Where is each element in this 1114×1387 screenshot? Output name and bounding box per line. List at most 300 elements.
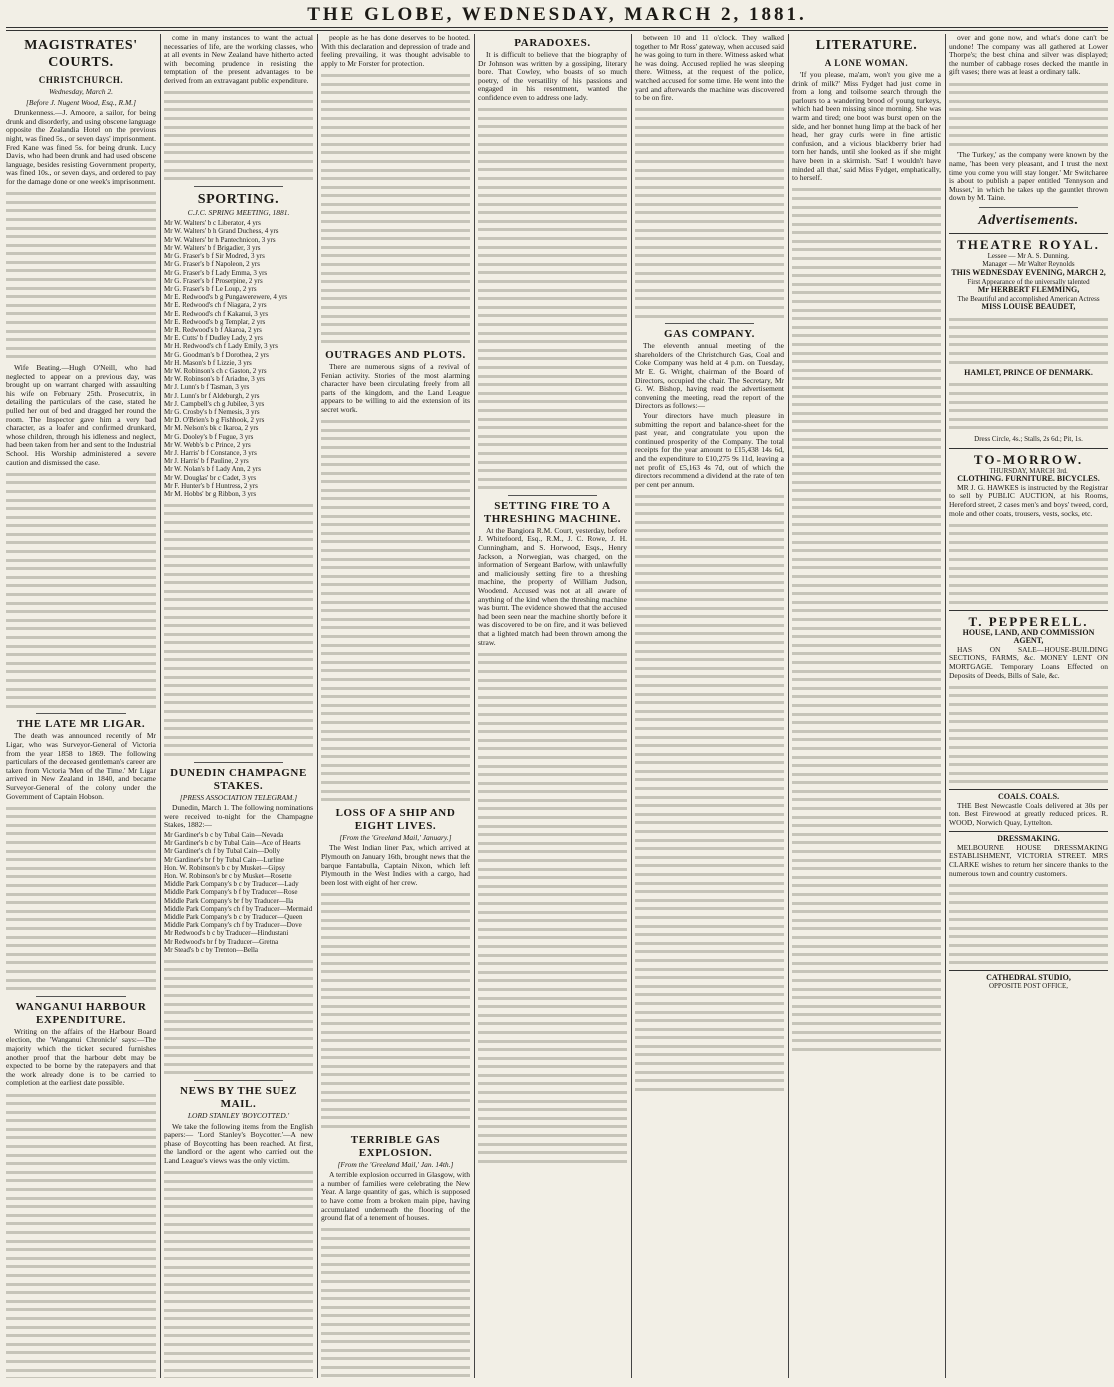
text-line [792, 352, 941, 355]
text-line [635, 1079, 784, 1082]
text-line [635, 108, 784, 111]
text-line [6, 355, 156, 358]
list-item: Mr H. Redwood's ch f Lady Emily, 3 yrs [164, 342, 278, 351]
text-line [635, 607, 784, 610]
text-line [635, 787, 784, 790]
text-line [321, 74, 470, 77]
text-line [792, 979, 941, 982]
text-line [635, 1088, 784, 1091]
text-line [321, 1323, 470, 1326]
text-line [164, 1317, 313, 1320]
text-line [949, 549, 1108, 552]
text-line [792, 420, 941, 423]
article-paragraph: It is difficult to believe that the biography of Dr Johnson was written by a gossiping, literary bore. That Cowley, who boasts of so much poetry, of the versatility of his passions and engaged in his resentment, wanted the confidence even to address one lady. [478, 50, 627, 102]
text-line [949, 944, 1108, 947]
article-paragraph: At the Bangiora R.M. Court, yesterday, before J. Whitefoord, Esq., R.M., J. C. Rowe, J. H. Cunningham, and S. Horwood, Esqs., Henry Jackson, a Norwegian, was charged, on the information of Sergeant Barlow, with unlawfully and maliciously setting fire to a threshing machine, the property of William Judson, Woodend. Accused was not at all aware of anything of the kind when the threshing machine was burnt. The evidence showed that the accused had been seen near the machine shortly before it was discovered to be on fire, and it was believed that a lighted match had been thrown among the straw. [478, 525, 627, 647]
text-line [792, 713, 941, 716]
text-line [949, 901, 1108, 904]
text-line [792, 223, 941, 226]
text-line [949, 100, 1108, 103]
text-block [478, 653, 627, 1163]
text-line [6, 295, 156, 298]
text-line [164, 650, 313, 653]
masthead-title: THE GLOBE, WEDNESDAY, MARCH 2, 1881. [307, 4, 807, 25]
text-line [635, 203, 784, 206]
text-line [478, 945, 627, 948]
text-line [321, 143, 470, 146]
text-line [635, 615, 784, 618]
text-line [321, 1263, 470, 1266]
text-line [949, 318, 1108, 321]
text-line [792, 962, 941, 965]
text-line [478, 478, 627, 481]
list-item: Mr M. Hobbs' br g Ribbon, 3 yrs [164, 489, 257, 498]
text-line [949, 892, 1108, 895]
text-line [478, 713, 627, 716]
list-item: Mr F. Hunter's b f Huntress, 2 yrs [164, 481, 258, 490]
section-divider [194, 186, 283, 187]
text-line [792, 747, 941, 750]
text-line [6, 584, 156, 587]
heading-advertisements: Advertisements. [978, 212, 1079, 228]
text-line [949, 686, 1108, 689]
heading-sporting: SPORTING. [197, 191, 280, 207]
text-line [478, 409, 627, 412]
text-line [164, 151, 313, 154]
text-line [635, 160, 784, 163]
advert-line: Lessee — Mr A. S. Dunning. [987, 251, 1070, 260]
text-line [792, 652, 941, 655]
text-line [478, 366, 627, 369]
text-line [949, 532, 1108, 535]
text-line [164, 994, 313, 997]
text-line [635, 718, 784, 721]
text-line [949, 884, 1108, 887]
text-line [478, 730, 627, 733]
text-line [6, 610, 156, 613]
text-line [321, 988, 470, 991]
text-line [321, 962, 470, 965]
text-line [6, 696, 156, 699]
text-line [635, 667, 784, 670]
text-line [321, 263, 470, 266]
text-line [6, 1162, 156, 1165]
text-line [164, 512, 313, 515]
text-line [949, 763, 1108, 766]
text-line [164, 658, 313, 661]
text-line [635, 246, 784, 249]
text-line [792, 214, 941, 217]
text-line [478, 911, 627, 914]
text-line [164, 1214, 313, 1217]
text-line [321, 306, 470, 309]
text-line [635, 126, 784, 129]
text-line [6, 481, 156, 484]
advert-line: MISS LOUISE BEAUDET, [981, 302, 1076, 312]
text-line [635, 727, 784, 730]
text-line [792, 412, 941, 415]
advert-title: T. PEPPERELL. [968, 613, 1089, 629]
text-line [6, 218, 156, 221]
text-line [478, 739, 627, 742]
text-line [321, 83, 470, 86]
text-line [478, 782, 627, 785]
advert-line: THURSDAY, MARCH 3rd. [989, 466, 1068, 475]
text-line [478, 919, 627, 922]
article-paragraph: people as he has done deserves to be hooted. With this declaration and depression of trade and feeling prevailing, it was thought advisable to apply to Mr Forster for protection. [321, 34, 470, 68]
advert-line: First Appearance of the universally talented [967, 277, 1090, 286]
text-line [6, 278, 156, 281]
article-paragraph: HAS ON SALE—HOUSE-BUILDING SECTIONS, FARMS, &c. MONEY LENT ON MORTGAGE. Temporary Loans Effected on Deposits of Deeds, Bills of Sale, &c. [949, 644, 1108, 680]
list-item: Mr R. Redwood's b f Akaroa, 2 yrs [164, 325, 262, 334]
text-line [321, 558, 470, 561]
text-line [321, 678, 470, 681]
advert-title: TO-MORROW. [973, 451, 1084, 467]
sub-heading: [From the 'Greeland Mail,' January.] [339, 832, 452, 842]
column-5 [635, 34, 784, 1378]
text-line [321, 1280, 470, 1283]
advert-title: THEATRE ROYAL. [957, 236, 1100, 252]
text-line [478, 1005, 627, 1008]
text-line [792, 429, 941, 432]
text-line [949, 134, 1108, 137]
text-line [792, 910, 941, 913]
text-line [321, 1254, 470, 1257]
text-line [6, 1111, 156, 1114]
text-line [164, 1171, 313, 1174]
text-line [635, 968, 784, 971]
text-line [6, 970, 156, 973]
text-line [949, 575, 1108, 578]
text-line [6, 304, 156, 307]
text-line [792, 893, 941, 896]
text-line [478, 696, 627, 699]
text-line [321, 996, 470, 999]
text-line [792, 197, 941, 200]
text-line [6, 1377, 156, 1378]
text-line [792, 927, 941, 930]
article-paragraph: A terrible explosion occurred in Glasgow, with a number of families were celebrating the New Year. A large quantity of gas, which is supposed to have come from a broken main pipe, having accumulated underneath the flooring of the ground flat of a tenement of houses. [321, 1170, 470, 1223]
text-line [478, 790, 627, 793]
text-line [635, 761, 784, 764]
text-line [321, 601, 470, 604]
dateline: Wednesday, March 2. [48, 87, 114, 96]
text-line [478, 1143, 627, 1146]
text-line [478, 1125, 627, 1128]
text-line [164, 1334, 313, 1337]
text-line [321, 272, 470, 275]
text-line [792, 1022, 941, 1025]
text-line [321, 927, 470, 930]
text-line [792, 206, 941, 209]
text-line [321, 480, 470, 483]
column-1 [6, 34, 156, 1378]
text-line [164, 1369, 313, 1372]
text-line [949, 712, 1108, 715]
text-line [478, 228, 627, 231]
text-line [478, 486, 627, 489]
text-line [6, 688, 156, 691]
text-line [164, 581, 313, 584]
text-line [949, 755, 1108, 758]
text-line [321, 575, 470, 578]
text-line [164, 169, 313, 172]
text-line [164, 727, 313, 730]
text-line [635, 701, 784, 704]
heading-wanganui-harbour: WANGANUI HARBOUR EXPENDITURE. [15, 1000, 147, 1026]
text-line [792, 953, 941, 956]
section-divider [665, 323, 754, 324]
text-line [635, 684, 784, 687]
list-item: Mr Gardiner's b c by Tubal Cain—Ace of Hearts [164, 839, 301, 848]
text-line [164, 547, 313, 550]
text-line [6, 1369, 156, 1372]
text-line [949, 326, 1108, 329]
text-line [478, 323, 627, 326]
heading-a-lone-woman: A LONE WOMAN. [824, 58, 909, 68]
text-line [321, 609, 470, 612]
text-line [949, 953, 1108, 956]
text-line [949, 910, 1108, 913]
text-line [321, 695, 470, 698]
text-line [949, 592, 1108, 595]
text-line [164, 684, 313, 687]
text-line [321, 661, 470, 664]
text-line [321, 566, 470, 569]
text-line [321, 220, 470, 223]
text-line [792, 566, 941, 569]
text-line [321, 515, 470, 518]
text-line [321, 1005, 470, 1008]
text-line [635, 1036, 784, 1039]
text-line [478, 194, 627, 197]
text-line [478, 375, 627, 378]
text-line [6, 347, 156, 350]
text-line [635, 581, 784, 584]
text-line [949, 780, 1108, 783]
text-line [635, 1028, 784, 1031]
text-line [635, 632, 784, 635]
text-line [321, 1314, 470, 1317]
sub-heading: LORD STANLEY 'BOYCOTTED.' [187, 1110, 290, 1120]
text-line [478, 435, 627, 438]
section-divider [979, 207, 1078, 208]
text-line [6, 841, 156, 844]
text-line [321, 953, 470, 956]
text-line [6, 192, 156, 195]
text-line [478, 246, 627, 249]
text-line [635, 143, 784, 146]
text-line [321, 1306, 470, 1309]
text-line [949, 601, 1108, 604]
text-line [164, 100, 313, 103]
text-line [635, 1019, 784, 1022]
text-line [164, 736, 313, 739]
text-line [635, 151, 784, 154]
text-line [478, 117, 627, 120]
text-line [6, 1274, 156, 1277]
text-line [792, 781, 941, 784]
list-item: Middle Park Company's ch f by Traducer—Mermaid [164, 904, 313, 913]
text-line [478, 876, 627, 879]
text-line [635, 710, 784, 713]
text-line [164, 710, 313, 713]
advert-line: Mr HERBERT FLEMMING, [977, 285, 1080, 295]
text-line [792, 790, 941, 793]
text-block [164, 91, 313, 180]
text-line [6, 533, 156, 536]
text-line [792, 472, 941, 475]
text-line [792, 558, 941, 561]
text-line [164, 985, 313, 988]
text-line [321, 1108, 470, 1111]
text-line [635, 985, 784, 988]
text-line [635, 169, 784, 172]
list-item: Mr J. Lunn's br f Aldeburgh, 2 yrs [164, 391, 260, 400]
text-line [949, 703, 1108, 706]
text-line [792, 867, 941, 870]
text-line [321, 280, 470, 283]
text-line [478, 1065, 627, 1068]
text-line [949, 524, 1108, 527]
text-line [635, 589, 784, 592]
text-line [321, 721, 470, 724]
text-line [949, 737, 1108, 740]
text-line [792, 644, 941, 647]
text-line [792, 936, 941, 939]
text-line [6, 1360, 156, 1363]
text-line [949, 746, 1108, 749]
text-line [478, 203, 627, 206]
text-line [635, 572, 784, 575]
text-line [792, 317, 941, 320]
text-line [6, 1308, 156, 1311]
text-line [6, 636, 156, 639]
text-line [164, 108, 313, 111]
text-line [635, 237, 784, 240]
text-line [792, 369, 941, 372]
advert-title: CATHEDRAL STUDIO, [986, 972, 1071, 982]
text-line [164, 1205, 313, 1208]
text-line [478, 833, 627, 836]
heading-late-mr-ligar: THE LATE MR LIGAR. [16, 718, 146, 731]
text-line [6, 1179, 156, 1182]
text-line [6, 987, 156, 990]
text-line [478, 220, 627, 223]
text-line [321, 652, 470, 655]
text-line [321, 1039, 470, 1042]
text-line [6, 541, 156, 544]
text-line [635, 882, 784, 885]
text-line [635, 933, 784, 936]
list-item: Hon. W. Robinson's br c by Musket—Rosette [164, 871, 292, 880]
text-line [321, 919, 470, 922]
text-line [6, 1205, 156, 1208]
text-line [321, 730, 470, 733]
text-line [792, 403, 941, 406]
text-block [6, 1094, 156, 1379]
text-line [6, 918, 156, 921]
text-line [792, 721, 941, 724]
text-line [164, 1003, 313, 1006]
text-line [792, 601, 941, 604]
article-paragraph: Wife Beating.—Hugh O'Neill, who had neglected to appear on a previous day, was brought up on warrant charged with assaulting his wife on February 25th. Prosecutrix, in detailing the particulars of the case, stated he pulled her out of bed and dragged her round the room. The Inspector gave him a very bad character, as a loafer and confirmed drunkard, whose children, through his idleness and neglect, had been taken from her and sent to the Industrial School. His Worship administered a severe caution and dismissed the case. [6, 363, 156, 467]
text-line [6, 1119, 156, 1122]
text-line [949, 584, 1108, 587]
text-line [792, 695, 941, 698]
text-line [949, 558, 1108, 561]
text-line [6, 627, 156, 630]
text-line [164, 1300, 313, 1303]
advert-title: DRESSMAKING. [997, 834, 1060, 844]
text-line [321, 177, 470, 180]
text-line [321, 100, 470, 103]
text-line [321, 497, 470, 500]
list-item: Mr G. Goodman's b f Dorothea, 2 yrs [164, 350, 269, 359]
text-line [478, 997, 627, 1000]
text-line [6, 1128, 156, 1131]
list-item: Mr E. Cutts' b f Dudley Lady, 2 yrs [164, 334, 263, 343]
text-line [635, 1053, 784, 1056]
text-line [792, 300, 941, 303]
text-line [6, 499, 156, 502]
text-line [321, 1013, 470, 1016]
text-line [478, 756, 627, 759]
text-line [321, 117, 470, 120]
text-line [949, 567, 1108, 570]
text-line [6, 893, 156, 896]
advert-coals [949, 789, 1108, 827]
text-line [635, 495, 784, 498]
column-separator [788, 34, 789, 1378]
article-paragraph: MELBOURNE HOUSE DRESSMAKING ESTABLISHMENT, VICTORIA STREET. MRS CLARKE wishes to return her sincere thanks to the numerous town and country customers. [949, 842, 1108, 878]
text-line [478, 340, 627, 343]
text-line [635, 847, 784, 850]
text-line [635, 950, 784, 953]
list-item: Mr G. Fraser's b f Proserpine, 2 yrs [164, 276, 263, 285]
text-line [949, 361, 1108, 364]
text-line [321, 108, 470, 111]
text-line [164, 177, 313, 180]
text-line [478, 1022, 627, 1025]
text-line [321, 644, 470, 647]
text-line [635, 254, 784, 257]
text-line [635, 564, 784, 567]
text-line [949, 335, 1108, 338]
list-item: Mr Gardiner's br f by Tubal Cain—Lurline [164, 855, 284, 864]
text-line [792, 945, 941, 948]
list-item: Mr D. O'Brien's b g Fishhook, 2 yrs [164, 416, 265, 425]
text-line [478, 816, 627, 819]
text-line [321, 747, 470, 750]
text-line [635, 1002, 784, 1005]
text-line [321, 340, 470, 343]
text-line [6, 287, 156, 290]
text-line [792, 188, 941, 191]
text-line [164, 117, 313, 120]
text-line [6, 832, 156, 835]
text-line [6, 1283, 156, 1286]
text-line [635, 194, 784, 197]
text-line [321, 506, 470, 509]
text-line [478, 773, 627, 776]
text-line [321, 1366, 470, 1369]
text-line [792, 859, 941, 862]
text-line [635, 736, 784, 739]
text-line [6, 1257, 156, 1260]
text-line [321, 790, 470, 793]
heading-dunedin-champagne-stakes: DUNEDIN CHAMPAGNE STAKES. [170, 766, 307, 792]
